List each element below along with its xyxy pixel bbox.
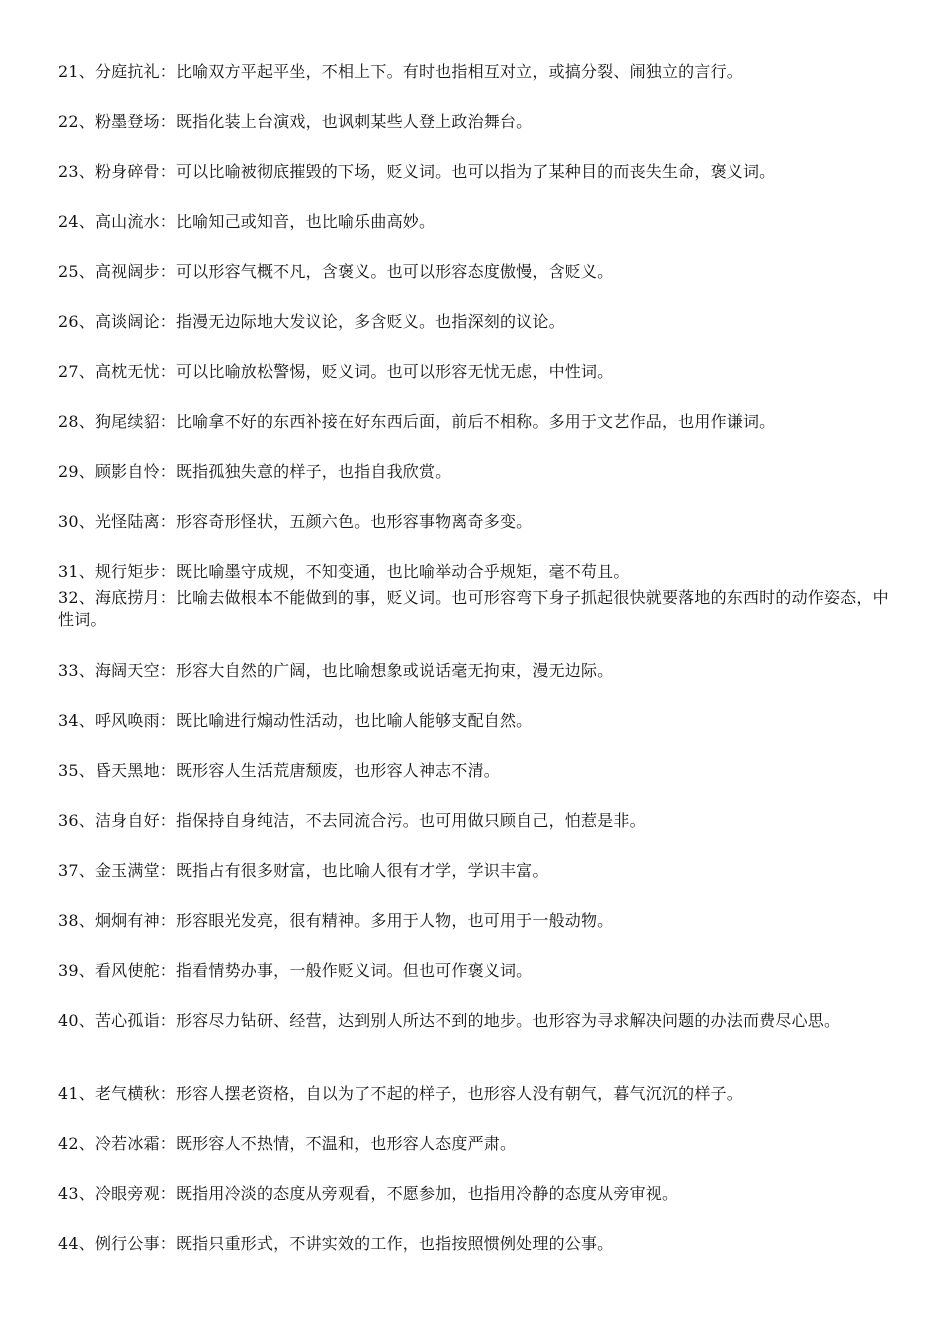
entry-24 (58, 211, 894, 233)
entry-number: 38、 (58, 911, 95, 930)
entry-definition: 指保持自身纯洁，不去同流合污。也可用做只顾自己，怕惹是非。 (175, 811, 646, 830)
entry-idiom: 老气横秋： (94, 1084, 176, 1103)
entry-33 (58, 660, 894, 682)
entry-idiom: 金玉满堂： (94, 861, 176, 880)
entry-40 (58, 1010, 894, 1032)
entry-number: 36、 (58, 811, 95, 830)
entry-number: 37、 (58, 861, 95, 880)
entry-31 (58, 561, 894, 583)
entry-idiom: 高谈阔论： (94, 312, 176, 331)
entry-idiom: 炯炯有神： (94, 911, 176, 930)
entry-number: 28、 (58, 412, 95, 431)
entry-definition: 既比喻进行煽动性活动，也比喻人能够支配自然。 (175, 711, 533, 730)
entry-36 (58, 810, 894, 832)
entry-number: 25、 (58, 262, 95, 281)
entry-number: 40、 (58, 1011, 95, 1030)
entry-number: 22、 (58, 112, 95, 131)
entry-43 (58, 1183, 894, 1205)
entry-definition: 既指化装上台演戏，也讽刺某些人登上政治舞台。 (175, 112, 533, 131)
entry-number: 39、 (58, 961, 95, 980)
entry-definition: 形容尽力钻研、经营，达到别人所达不到的地步。也形容为寻求解决问题的办法而费尽心思。 (175, 1011, 841, 1030)
entry-number: 30、 (58, 512, 95, 531)
entry-definition: 既指孤独失意的样子，也指自我欣赏。 (175, 462, 452, 481)
entry-idiom: 粉身碎骨： (94, 162, 176, 181)
entry-definition: 形容奇形怪状，五颜六色。也形容事物离奇多变。 (175, 512, 533, 531)
entry-30 (58, 511, 894, 533)
entry-idiom: 高山流水： (94, 212, 176, 231)
entry-definition: 可以比喻放松警惕，贬义词。也可以形容无忧无虑，中性词。 (175, 362, 614, 381)
entry-idiom: 高枕无忧： (94, 362, 176, 381)
entry-number: 23、 (58, 162, 95, 181)
entry-definition: 既指占有很多财富，也比喻人很有才学，学识丰富。 (175, 861, 549, 880)
entry-44 (58, 1233, 894, 1255)
entry-definition: 既形容人生活荒唐颓废，也形容人神志不清。 (175, 761, 500, 780)
entry-number: 41、 (58, 1084, 95, 1103)
entry-idiom: 苦心孤诣： (94, 1011, 176, 1030)
entry-25 (58, 261, 894, 283)
entry-idiom: 例行公事： (94, 1234, 176, 1253)
entry-26 (58, 311, 894, 333)
entry-idiom: 光怪陆离： (94, 512, 176, 531)
entry-41 (58, 1083, 894, 1105)
entry-definition: 比喻拿不好的东西补接在好东西后面，前后不相称。多用于文艺作品，也用作谦词。 (175, 412, 776, 431)
entry-35 (58, 760, 894, 782)
entry-definition: 指漫无边际地大发议论，多含贬义。也指深刻的议论。 (175, 312, 565, 331)
entry-27 (58, 361, 894, 383)
entry-definition: 可以比喻被彻底摧毁的下场，贬义词。也可以指为了某种目的而丧失生命，褒义词。 (175, 162, 776, 181)
entry-22 (58, 111, 894, 133)
entry-number: 32、 (58, 588, 95, 607)
entry-28 (58, 411, 894, 433)
entry-idiom: 分庭抗礼： (94, 62, 176, 81)
entry-definition: 比喻知己或知音，也比喻乐曲高妙。 (175, 212, 436, 231)
entry-number: 34、 (58, 711, 95, 730)
entry-idiom: 狗尾续貂： (94, 412, 176, 431)
entry-number: 27、 (58, 362, 95, 381)
entry-idiom: 粉墨登场： (94, 112, 176, 131)
entry-definition: 形容人摆老资格，自以为了不起的样子，也形容人没有朝气，暮气沉沉的样子。 (175, 1084, 743, 1103)
entry-number: 21、 (58, 62, 95, 81)
entry-definition: 形容大自然的广阔，也比喻想象或说话毫无拘束，漫无边际。 (175, 661, 614, 680)
entry-21 (58, 61, 894, 83)
entry-29 (58, 461, 894, 483)
entry-idiom: 冷眼旁观： (94, 1184, 176, 1203)
entry-idiom: 高视阔步： (94, 262, 176, 281)
entry-32 (58, 587, 894, 631)
entry-number: 31、 (58, 562, 95, 581)
entry-38 (58, 910, 894, 932)
entry-37 (58, 860, 894, 882)
entry-definition: 既指只重形式，不讲实效的工作，也指按照惯例处理的公事。 (175, 1234, 614, 1253)
entry-definition: 既比喻墨守成规，不知变通，也比喻举动合乎规矩，毫不苟且。 (175, 562, 630, 581)
entry-idiom: 顾影自怜： (94, 462, 176, 481)
entry-number: 24、 (58, 212, 95, 231)
entry-idiom: 冷若冰霜： (94, 1134, 176, 1153)
entry-23 (58, 161, 894, 183)
entry-idiom: 昏天黑地： (94, 761, 176, 780)
entry-definition: 既形容人不热情，不温和，也形容人态度严肃。 (175, 1134, 517, 1153)
entry-39 (58, 960, 894, 982)
entry-definition: 形容眼光发亮，很有精神。多用于人物，也可用于一般动物。 (175, 911, 614, 930)
entry-definition: 既指用冷淡的态度从旁观看，不愿参加，也指用冷静的态度从旁审视。 (175, 1184, 679, 1203)
entry-number: 35、 (58, 761, 95, 780)
entry-definition: 比喻去做根本不能做到的事，贬义词。也可形容弯下身子抓起很快就要落地的东西时的动作姿态，中性词。 (58, 588, 889, 629)
entry-idiom: 海阔天空： (94, 661, 176, 680)
entry-number: 26、 (58, 312, 95, 331)
entry-definition: 比喻双方平起平坐，不相上下。有时也指相互对立，或搞分裂、闹独立的言行。 (175, 62, 743, 81)
entry-idiom: 看风使舵： (94, 961, 176, 980)
entry-42 (58, 1133, 894, 1155)
entry-number: 29、 (58, 462, 95, 481)
entry-definition: 可以形容气概不凡，含褒义。也可以形容态度傲慢，含贬义。 (175, 262, 614, 281)
entry-number: 33、 (58, 661, 95, 680)
entry-number: 43、 (58, 1184, 95, 1203)
entry-number: 42、 (58, 1134, 95, 1153)
entry-idiom: 呼风唤雨： (94, 711, 176, 730)
entry-idiom: 海底捞月： (94, 588, 176, 607)
entry-number: 44、 (58, 1234, 95, 1253)
entry-definition: 指看情势办事，一般作贬义词。但也可作褒义词。 (175, 961, 533, 980)
entry-idiom: 规行矩步： (94, 562, 176, 581)
entry-idiom: 洁身自好： (94, 811, 176, 830)
entry-34 (58, 710, 894, 732)
